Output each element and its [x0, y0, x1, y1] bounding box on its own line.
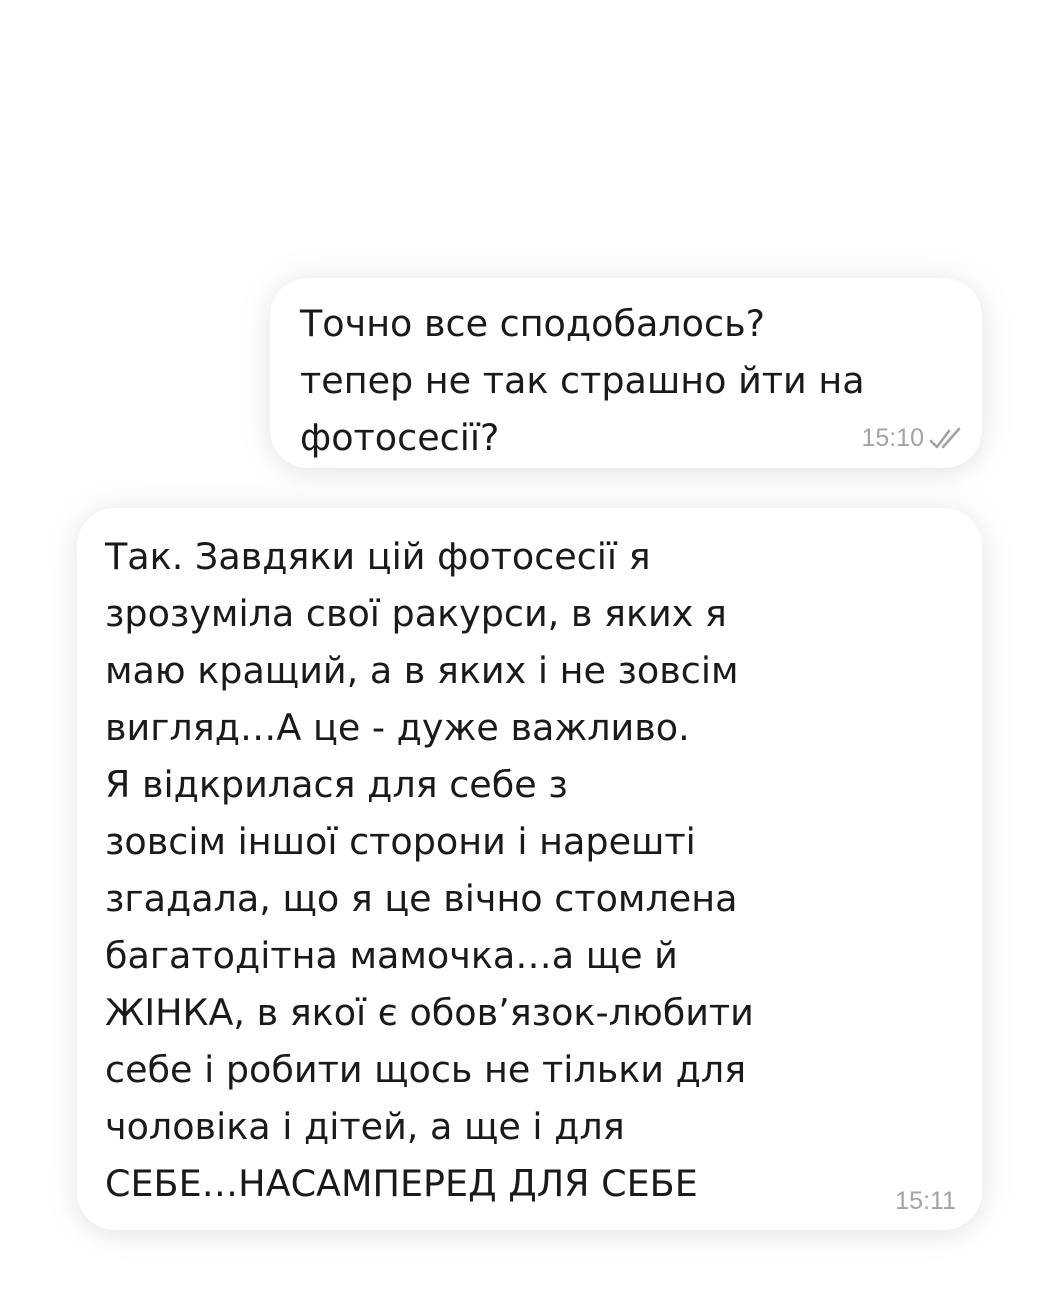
message-meta — [861, 424, 964, 453]
message-text: Так. Завдяки цій фотосесії я зрозуміла свої ракурси, в яких я маю кращий, а в яких і не зовсім вигляд…А це - дуже важливо. Я відкрилася для себе з зовсім іншої сторони і нарешті згадала, що я це вічно стомлена багатодітна мамочка…а ще й ЖІНКА, в якої є обов’язок-любити себе і робити щось не тільки для чоловіка і дітей, а ще і для СЕБЕ…НАСАМПЕРЕД ДЛЯ СЕБЕ — [105, 535, 754, 1205]
double-check-icon — [928, 426, 964, 452]
message-meta — [895, 1187, 956, 1216]
outgoing-message-bubble[interactable] — [270, 278, 982, 468]
message-time: 15:10 — [861, 424, 924, 452]
message-text: Точно все сподобалось? тепер не так страшно йти на фотосесії? — [300, 302, 865, 459]
incoming-message-bubble[interactable] — [77, 508, 982, 1230]
message-time: 15:11 — [895, 1187, 956, 1215]
